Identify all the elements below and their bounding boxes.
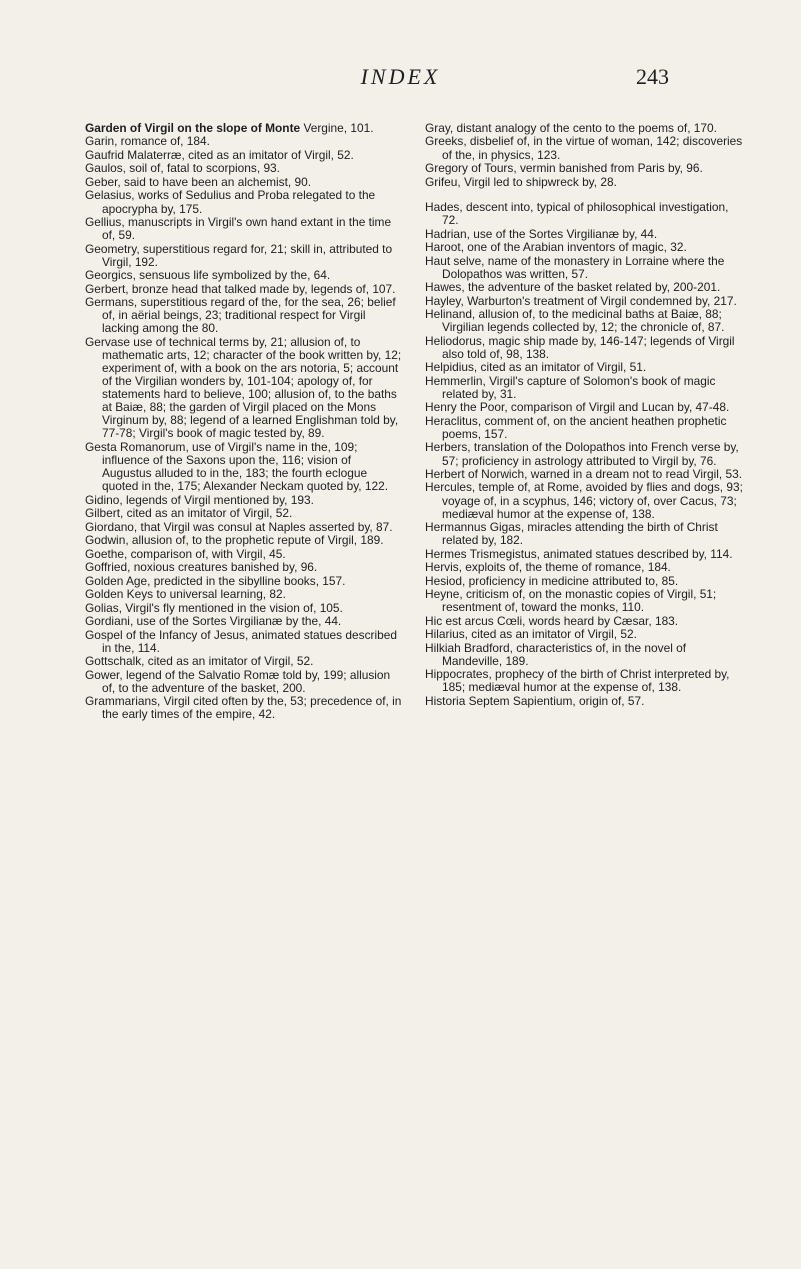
index-entry <box>85 548 403 561</box>
page-number: 243 <box>636 64 669 89</box>
index-entry <box>85 575 403 588</box>
index-entry <box>85 494 403 507</box>
index-entry <box>425 441 743 467</box>
index-entry <box>425 695 743 708</box>
index-entry-text: Hawes, the adventure of the basket related by, 200-201. <box>425 280 721 295</box>
index-entry <box>425 642 743 668</box>
index-entry-text: Hemmerlin, Virgil's capture of Solomon's book of magic related by, 31. <box>425 373 716 401</box>
index-entry <box>425 521 743 547</box>
index-entry <box>425 241 743 254</box>
index-entry-text: Hercules, temple of, at Rome, avoided by flies and dogs, 93; voyage of, in a scyphus, 146; victory of, over Cacus, 73; mediæval humor at the expense of, 138. <box>425 480 743 521</box>
index-entry-text: Hayley, Warburton's treatment of Virgil condemned by, 217. <box>425 293 737 308</box>
index-entry <box>85 189 403 215</box>
index-entry <box>85 283 403 296</box>
index-entry-text: Helinand, allusion of, to the medicinal baths at Baiæ, 88; Virgilian legends collected by, 12; the chronicle of, 87. <box>425 307 725 335</box>
index-entry-text: Gilbert, cited as an imitator of Virgil, 52. <box>85 506 293 521</box>
index-entry-text: Gower, legend of the Salvatio Romæ told by, 199; allusion of, to the adventure of the basket, 200. <box>85 667 391 695</box>
index-entry-text: Golden Age, predicted in the sibylline books, 157. <box>85 573 346 588</box>
index-entry-text: Heliodorus, magic ship made by, 146-147; legends of Virgil also told of, 98, 138. <box>425 333 735 361</box>
index-entry-text: Heraclitus, comment of, on the ancient heathen prophetic poems, 157. <box>425 413 727 441</box>
index-entry-text: Herbert of Norwich, warned in a dream not to read Virgil, 53. <box>425 466 743 481</box>
index-entry-text: Greeks, disbelief of, in the virtue of woman, 142; discoveries of the, in physics, 123. <box>425 134 743 162</box>
index-entry-text: Gaulos, soil of, fatal to scorpions, 93. <box>85 161 280 176</box>
index-entry-text: Gesta Romanorum, use of Virgil's name in the, 109; influence of the Saxons upon the, 116; vision of Augustus alluded to in the, 183; the fourth eclogue quoted in the, 175; Alexander Neckam quoted by, 122. <box>85 439 389 494</box>
index-entry-text: Gelasius, works of Sedulius and Proba relegated to the apocrypha by, 175. <box>85 188 376 216</box>
index-entry <box>85 669 403 695</box>
index-entry-text: Haut selve, name of the monastery in Lorraine where the Dolopathos was written, 57. <box>425 253 725 281</box>
index-column-right <box>425 122 743 708</box>
index-entry-text: Golias, Virgil's fly mentioned in the vision of, 105. <box>85 600 343 615</box>
index-entry-text: Gospel of the Infancy of Jesus, animated statues described in the, 114. <box>85 627 397 655</box>
index-entry <box>425 135 743 161</box>
index-entry <box>85 655 403 668</box>
index-entry-text: Gordiani, use of the Sortes Virgilianæ by the, 44. <box>85 614 342 629</box>
index-entry-text: Gellius, manuscripts in Virgil's own hand extant in the time of, 59. <box>85 215 392 243</box>
index-entry <box>425 588 743 614</box>
index-entry <box>425 122 743 135</box>
index-entry <box>425 561 743 574</box>
index-entry <box>85 122 403 135</box>
index-entry-text: Hermes Trismegistus, animated statues described by, 114. <box>425 546 733 561</box>
index-entry-text: Gray, distant analogy of the cento to the poems of, 170. <box>425 121 717 135</box>
index-entry <box>425 575 743 588</box>
index-entry <box>425 295 743 308</box>
index-entry-text: Henry the Poor, comparison of Virgil and Lucan by, 47-48. <box>425 400 730 415</box>
index-entry <box>85 441 403 493</box>
index-entry-text: Geber, said to have been an alchemist, 90. <box>85 174 312 189</box>
index-entry-text: Hermannus Gigas, miracles attending the birth of Christ related by, 182. <box>425 520 718 548</box>
index-entry <box>85 588 403 601</box>
index-entry-text: Golden Keys to universal learning, 82. <box>85 587 286 602</box>
index-entry <box>85 602 403 615</box>
index-entry <box>85 162 403 175</box>
index-entry-heading: Garden of Virgil on the slope of Monte <box>85 121 301 135</box>
index-entry <box>425 468 743 481</box>
index-entry <box>85 521 403 534</box>
index-entry-text: Gaufrid Malaterræ, cited as an imitator of Virgil, 52. <box>85 147 354 162</box>
index-entry <box>425 401 743 414</box>
index-entry-text: Georgics, sensuous life symbolized by the, 64. <box>85 268 331 283</box>
index-entry-text: Godwin, allusion of, to the prophetic repute of Virgil, 189. <box>85 533 384 548</box>
index-entry <box>425 228 743 241</box>
index-entry <box>85 216 403 242</box>
index-entry <box>425 176 743 189</box>
index-entry-text: Giordano, that Virgil was consul at Naples asserted by, 87. <box>85 519 393 534</box>
index-entry-text: Gidino, legends of Virgil mentioned by, 193. <box>85 492 314 507</box>
index-entry-text: Geometry, superstitious regard for, 21; skill in, attributed to Virgil, 192. <box>85 241 393 269</box>
index-entry-text: Grifeu, Virgil led to shipwreck by, 28. <box>425 174 617 189</box>
index-entry <box>425 361 743 374</box>
index-entry-text: Hesiod, proficiency in medicine attributed to, 85. <box>425 573 679 588</box>
index-entry-text: Heyne, criticism of, on the monastic copies of Virgil, 51; resentment of, toward the monks, 110. <box>425 587 717 615</box>
index-entry <box>425 162 743 175</box>
index-entry-text: Hippocrates, prophecy of the birth of Christ interpreted by, 185; mediæval humor at the expense of, 138. <box>425 667 730 695</box>
index-entry-text: Hic est arcus Cœli, words heard by Cæsar, 183. <box>425 613 679 628</box>
index-entry <box>425 615 743 628</box>
index-entry <box>85 336 403 441</box>
index-entry <box>425 481 743 520</box>
index-entry-text: Haroot, one of the Arabian inventors of magic, 32. <box>425 240 687 255</box>
index-entry <box>425 201 743 227</box>
index-entry-text: Helpidius, cited as an imitator of Virgil, 51. <box>425 360 647 375</box>
index-entry-text: Goethe, comparison of, with Virgil, 45. <box>85 546 286 561</box>
index-entry-text: Herbers, translation of the Dolopathos into French verse by, 57; proficiency in astrology attributed to Virgil by, 76. <box>425 440 739 468</box>
index-entry-text: Historia Septem Sapientium, origin of, 57. <box>425 693 645 708</box>
running-title: INDEX <box>360 64 441 89</box>
index-entry <box>85 135 403 148</box>
index-entry-text: Gottschalk, cited as an imitator of Virgil, 52. <box>85 654 314 669</box>
index-entry-text: Gerbert, bronze head that talked made by, legends of, 107. <box>85 281 396 296</box>
index-entry <box>425 335 743 361</box>
index-entry <box>85 629 403 655</box>
index-entry-text: Hervis, exploits of, the theme of romance, 184. <box>425 560 671 575</box>
index-entry <box>85 296 403 335</box>
index-entry <box>425 415 743 441</box>
index-entry-text: Hadrian, use of the Sortes Virgilianæ by, 44. <box>425 226 658 241</box>
index-entry-text: Grammarians, Virgil cited often by the, 53; precedence of, in the early times of the empire, 42. <box>85 694 402 722</box>
index-entry-text: Gregory of Tours, vermin banished from Paris by, 96. <box>425 161 703 176</box>
index-entry-text: Germans, superstitious regard of the, for the sea, 26; belief of, in aërial beings, 23; traditional respect for Virgil lacking among the 80. <box>85 295 396 336</box>
index-entry <box>85 269 403 282</box>
index-entry <box>85 507 403 520</box>
index-entry <box>85 561 403 574</box>
index-entry-text: Garin, romance of, 184. <box>85 134 210 149</box>
index-entry <box>85 695 403 721</box>
index-entry <box>85 149 403 162</box>
index-column-left <box>85 122 403 722</box>
index-entry <box>425 308 743 334</box>
index-entry <box>85 534 403 547</box>
index-entry-text: Hades, descent into, typical of philosophical investigation, 72. <box>425 200 729 228</box>
index-entry <box>425 548 743 561</box>
index-entry <box>85 176 403 189</box>
index-entry <box>85 615 403 628</box>
index-entry-text: Hilarius, cited as an imitator of Virgil, 52. <box>425 627 637 642</box>
index-entry-text: Hilkiah Bradford, characteristics of, in the novel of Mandeville, 189. <box>425 640 687 668</box>
index-entry <box>425 628 743 641</box>
index-entry <box>425 375 743 401</box>
index-entry <box>425 255 743 281</box>
index-entry <box>425 281 743 294</box>
index-entry <box>425 668 743 694</box>
index-entry <box>85 243 403 269</box>
index-entry-text: Vergine, 101. <box>300 121 374 135</box>
index-entry-text: Gervase use of technical terms by, 21; allusion of, to mathematic arts, 12; character of the book written by, 12; experiment of, with a book on the ars notoria, 5; account of the Virgilian wonders by, 101-104; apology of, for statements hard to believe, 100; allusion of, to the baths at Baiæ, 88; the garden of Virgil placed on the Mons Virginum by, 88; legend of a learned Englishman told by, 77-78; Virgil's book of magic tested by, 89. <box>85 334 402 441</box>
index-entry-text: Goffried, noxious creatures banished by, 96. <box>85 560 318 575</box>
